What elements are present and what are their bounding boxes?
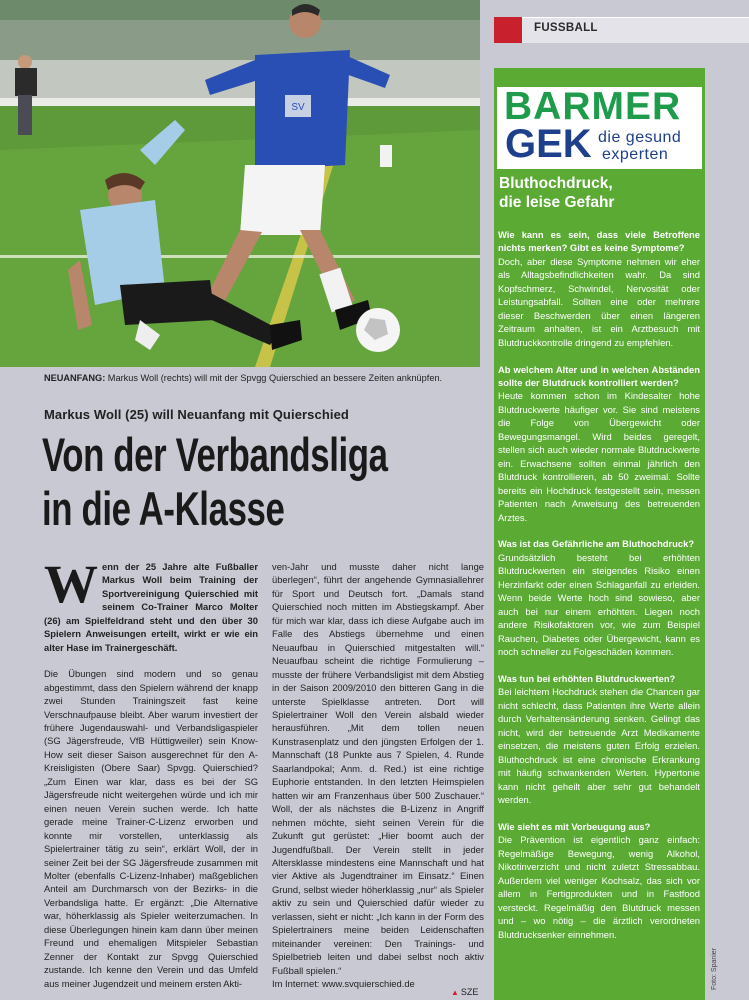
headline-line-2: in die A-Klasse — [42, 482, 285, 535]
qa-question: Wie sieht es mit Vorbeugung aus? — [498, 820, 651, 832]
qa-block — [498, 537, 700, 658]
info-box-title — [499, 174, 699, 212]
author-sign — [451, 987, 478, 997]
section-label: FUSSBALL — [534, 22, 598, 34]
logo-tagline — [598, 129, 681, 163]
logo-barmer: BARMER — [504, 85, 682, 128]
info-box-title-1: Bluthochdruck, — [499, 175, 613, 192]
caption-lead: NEUANFANG: — [44, 373, 106, 383]
info-box-body — [498, 228, 700, 954]
qa-answer: Heute kommen schon im Kindesalter hohe Blutdruckwerte häufiger vor. Sie sind meistens die Folge von Übergewicht oder Bewegungsmangel. Wird beides geregelt, stellen sich auch wieder normale Blutdruckwerte ein. Erwachsene sollten einmal jährlich den Blutdruck kontrollieren, ab 50 zweimal. Sollte bereits ein Hochdruck festgestellt sein, messen Patienten nach Anweisung des betreuenden Arztes. — [498, 390, 700, 523]
qa-question: Was tun bei erhöhten Blutdruckwerten? — [498, 672, 676, 684]
photo-credit: Foto: Spanier — [711, 947, 718, 990]
qa-answer: Grundsätzlich besteht bei erhöhten Blutdruckwerten ein steigendes Risiko einen Herzinfarkt oder einen Schlaganfall zu erleiden. Wenn beide Werte hoch sind sowieso, aber auch bei nur einem erhöhten. Liegen noch andere Risikofaktoren vor, wie zum Beispiel Rauchen, Diabetes oder Übergewicht, kann es noch schneller zu Folgeschäden kommen. — [498, 551, 700, 658]
logo-tagline-2: experten — [602, 146, 669, 163]
qa-block — [498, 820, 700, 941]
qa-answer: Doch, aber diese Symptome nehmen wir eher als Alltagsbefindlichkeiten wahr. Da sind Kopfschmerz, Schwindel, Nervosität oder Leistungsabfall. Sollten eine oder mehrere dieser Beschwerden über einen längeren Zeitraum anhalten, ist ein Arztbesuch mit Blutdruckkontrolle dringend zu empfehlen. — [498, 255, 700, 348]
author-sign-text: SZE — [460, 987, 479, 997]
article-column-2 — [272, 560, 484, 991]
triangle-icon: ▲ — [451, 988, 459, 997]
info-box-title-2: die leise Gefahr — [499, 194, 615, 211]
dropcap: W — [44, 554, 98, 614]
logo-gek: GEK — [505, 122, 592, 166]
qa-block — [498, 672, 700, 807]
headline-line-1: Von der Verbandsliga — [42, 428, 388, 481]
article-headline — [42, 428, 388, 536]
article-intro — [44, 554, 258, 654]
article-photo — [0, 0, 480, 367]
qa-block — [498, 228, 700, 349]
article-paragraph: Die Übungen sind modern und so genau abgestimmt, dass den Spielern während der knapp zwei Stunden Trainingszeit fast keine Verschnaufpause bleibt. Aber warum investiert der frühere Jugendauswahl- und Verbandsligaspieler (SG Jägersfreude, VfB Hüttigweiler) sein Know-How seit dieser Saison ausgerechnet für den A-Kreisligisten (Obere Saar) Spvgg. Quierschied? „Zum Einen war klar, dass es bei der SG Jägersfreude nicht weitergehen würde und ich mir einen neuen Verein suchen werde. Ich hatte gerade meine Trainer-C-Lizenz erworben und konnte mir vorstellen, unterklassig als Spielertrainer tätig zu sein“, erklärt Woll, der in seiner Zeit bei der SG Jägersfreude zusammen mit Molter (ebenfalls C-Lizenz-Inhaber) maßgeblichen Anteil am Durchmarsch von der Bezirks- in die Verbandsliga hatte. Er ergänzt: „Die Alternative war, höherklassig als Spieler weiterzumachen. In diese Überlegungen hinein kam dann über meinen Freund und ehemaligen Mitspieler Sebastian Zenner der Kontakt zur Spvgg Quierschied zustande. Ich kenne den Verein und das Umfeld aus meiner Jugendzeit und meinem ersten Akti- — [44, 668, 258, 989]
logo-tagline-1: die gesund — [598, 129, 682, 146]
caption-text: Markus Woll (rechts) will mit der Spvgg Quierschied an bessere Zeiten anknüpfen. — [105, 373, 443, 383]
qa-block — [498, 363, 700, 524]
article-paragraph: ven-Jahr und musste daher nicht lange überlegen“, führt der angehende Gymnasiallehrer für Sport und Deutsch fort. „Damals stand Quierschied noch mitten im Abstiegskampf. Aber für mich war klar, dass ich diese Aufgabe auch im Falle des Abstiegs übernehme und einen Neuaufbau in Quierschied mitgestalten will.“ Neuaufbau scheint die richtige Formulierung – musste der frühere Verbandsligist mit dem Abstieg in der Saison 2009/2010 den bitteren Gang in die unterste Spielklasse antreten. Dort will Spielertrainer Woll den Verein alsbald wieder herausführen. „Mit dem tollen neuen Kunstrasenplatz und den jüngsten Erfolgen der 1. Mannschaft (18 Punkte aus 7 Spielen, 4. Runde Saarlandpokal; Anm. d. Red.) ist eine richtige Euphorie entstanden. In den letzten Heimspielen hatten wir am Franzenhaus über 500 Zuschauer.“ Woll, der als nächstes die B-Lizenz in Angriff nehmen möchte, sieht seinen Verein für die Zukunft gut gerüstet: „Hier boomt auch der Jugendfußball. Der Verein stellt in jeder Altersklasse mindestens eine Mannschaft und hat vier Aktive als Jugendtrainer im Einsatz.“ Einen Grund, selbst wieder höherklassig „nur“ als Spieler aktiv zu sein und Quierschied dafür wieder zu verlassen, sieht er nicht: „Ich kann in der Form des Spielertrainers meine beiden Leidenschaften miteinander vereinen: Den Trainings- und Spielbetrieb leiten und dabei selbst noch aktiv Fußball spielen.“ — [272, 561, 484, 976]
intro-text: enn der 25 Jahre alte Fußballer Markus Woll beim Training der Sportvereinigung Quierschied mit seinem Co-Trainer Marco Molter (26) am Spielfeldrand steht und den über 30 Spielern Anweisungen erteilt, wirkt er wie ein alter Hase im Trainergeschäft. — [44, 561, 258, 653]
photo-caption — [44, 372, 484, 384]
qa-question: Was ist das Gefährliche am Bluthochdruck? — [498, 538, 695, 550]
jersey-badge: SV — [291, 102, 305, 113]
qa-question: Ab welchem Alter und in welchen Abständen sollte der Blutdruck kontrolliert werden? — [498, 363, 700, 388]
qa-question: Wie kann es sein, dass viele Betroffene nichts merken? Gibt es keine Symptome? — [498, 229, 700, 254]
article-web-link[interactable]: Im Internet: www.svquierschied.de — [272, 978, 415, 990]
section-header-accent — [494, 17, 522, 43]
section-header-bar — [494, 17, 749, 43]
qa-answer: Die Prävention ist eigentlich ganz einfach: Regelmäßige Bewegung, wenig Alkohol, Nikotinverzicht und nicht zuletzt Stressabbau. Außerdem viel weniger Kochsalz, das sich vor allem in Fertigprodukten und in Fastfood versteckt. Regelmäßig den Blutdruck messen und – wo nötig – die ärztlich verordneten Blutdrucksenker einnehmen. — [498, 834, 700, 940]
article-kicker: Markus Woll (25) will Neuanfang mit Quierschied — [44, 407, 349, 422]
article-column-1 — [44, 554, 258, 1000]
qa-answer: Bei leichtem Hochdruck stehen die Chancen gar nicht schlecht, dass Patienten ihre Werte allein durch Verhaltensänderung senken. Gelingt das nicht, wird der betreuende Arzt Medikamente einsetzen, die meistens guten Erfolg erzielen. Bluthochdruck ist eine chronische Erkrankung mit häufig schwankenden Werten. Hypertonie kann nicht geheilt aber sehr gut behandelt werden. — [498, 686, 700, 805]
